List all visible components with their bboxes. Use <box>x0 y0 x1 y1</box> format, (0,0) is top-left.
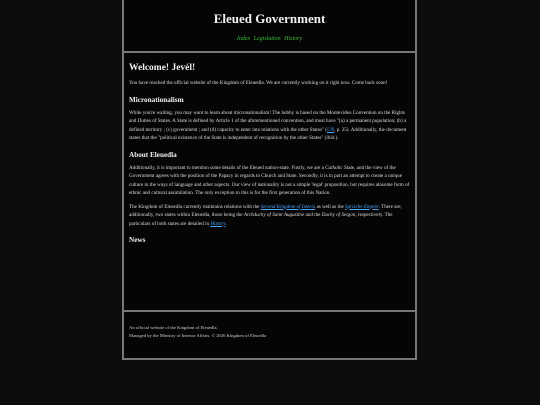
footer-line-2: Managed by the Ministry of Interior Affairs. © 2026 Kingdom of Eleuedla <box>129 332 267 338</box>
isteria-link[interactable]: Second Kingdom of Isteria <box>260 203 316 210</box>
about1-text-b: State, and the view of the Government agrees with the position of the Papacy in regards to Church and State. Secondly, it is in part an attempt to create a unique culture in the ways of language and other aspects. Our view of nationality is not a simple 'legal' proposition, but requires alosome form of ethnic and cultural assimilation. The only exception to this is for the first generation of this Nation. <box>129 164 410 196</box>
news-heading: News <box>129 236 146 244</box>
about2-text-f: . <box>225 220 227 227</box>
site-header <box>124 0 415 51</box>
nav-legislation-link[interactable]: Legislation <box>253 36 281 42</box>
about2-text-a: The Kingdom of Eleuedla currently maintains relations with the <box>129 203 261 210</box>
about1-text-a: Additionally, it is important to mention some details of the Eleued nation-state. Firstly, we are a <box>129 164 326 171</box>
archduchy-text: Archduchy of Saint Augustine <box>243 212 305 218</box>
welcome-text: You have reached the official website of the Kingdom of Eleuedla. We are currently working on it right now. Come back soon! <box>129 80 388 86</box>
footer-line-1: An official website of the Kingdom of Eleuedla. <box>129 325 218 330</box>
un-citation-link[interactable]: UN <box>326 126 335 133</box>
welcome-heading: Welcome! Jevél! <box>129 63 196 73</box>
about-heading: About Eleuedla <box>129 150 177 159</box>
about2-text-c: . There are, additionally, two states within Eleuedla, those being the <box>129 203 402 218</box>
nav-history-link[interactable]: History <box>284 36 303 42</box>
sprische-empire-link[interactable]: Sprische Empire <box>345 203 379 210</box>
about2-text-b: as well as the <box>315 203 346 210</box>
ibid-text: ibid <box>326 135 335 141</box>
catholic-text: Catholic <box>325 164 343 171</box>
about-paragraph-2 <box>129 203 411 229</box>
micronationalism-heading: Micronationalism <box>129 95 184 104</box>
main-content <box>124 53 415 310</box>
history-link[interactable]: History <box>210 220 226 227</box>
micro-text-2: , p. 25). Additionally, the document states that the "political existence of the State is independent of recognition by the other States" ( <box>129 126 407 141</box>
about2-text-e: , respectively. The particulars of both states are detailed in <box>129 212 393 227</box>
micro-text-1: While you're waiting, you may want to learn about micronationalism! The hobby is based on the Montevideo Convention on the Rights and Duties of States. A State is defined by Article 1 of the aforementioned convention, and must have "(a) a permanent population; (b) a defined territory ; (c) government ; and (d) capacity to enter into relations with the other States" ( <box>129 109 407 133</box>
micronationalism-paragraph <box>129 109 411 143</box>
about-paragraph-1 <box>129 164 411 198</box>
page-frame <box>122 0 417 360</box>
micro-text-3: .). <box>334 135 339 141</box>
main-nav <box>124 36 415 42</box>
site-footer <box>124 312 415 358</box>
nav-index-link[interactable]: Index <box>236 36 251 42</box>
site-title: Eleued Government <box>213 11 326 26</box>
about2-text-d: and the <box>304 212 322 218</box>
duchy-text: Duchy of Seigon <box>321 212 356 218</box>
